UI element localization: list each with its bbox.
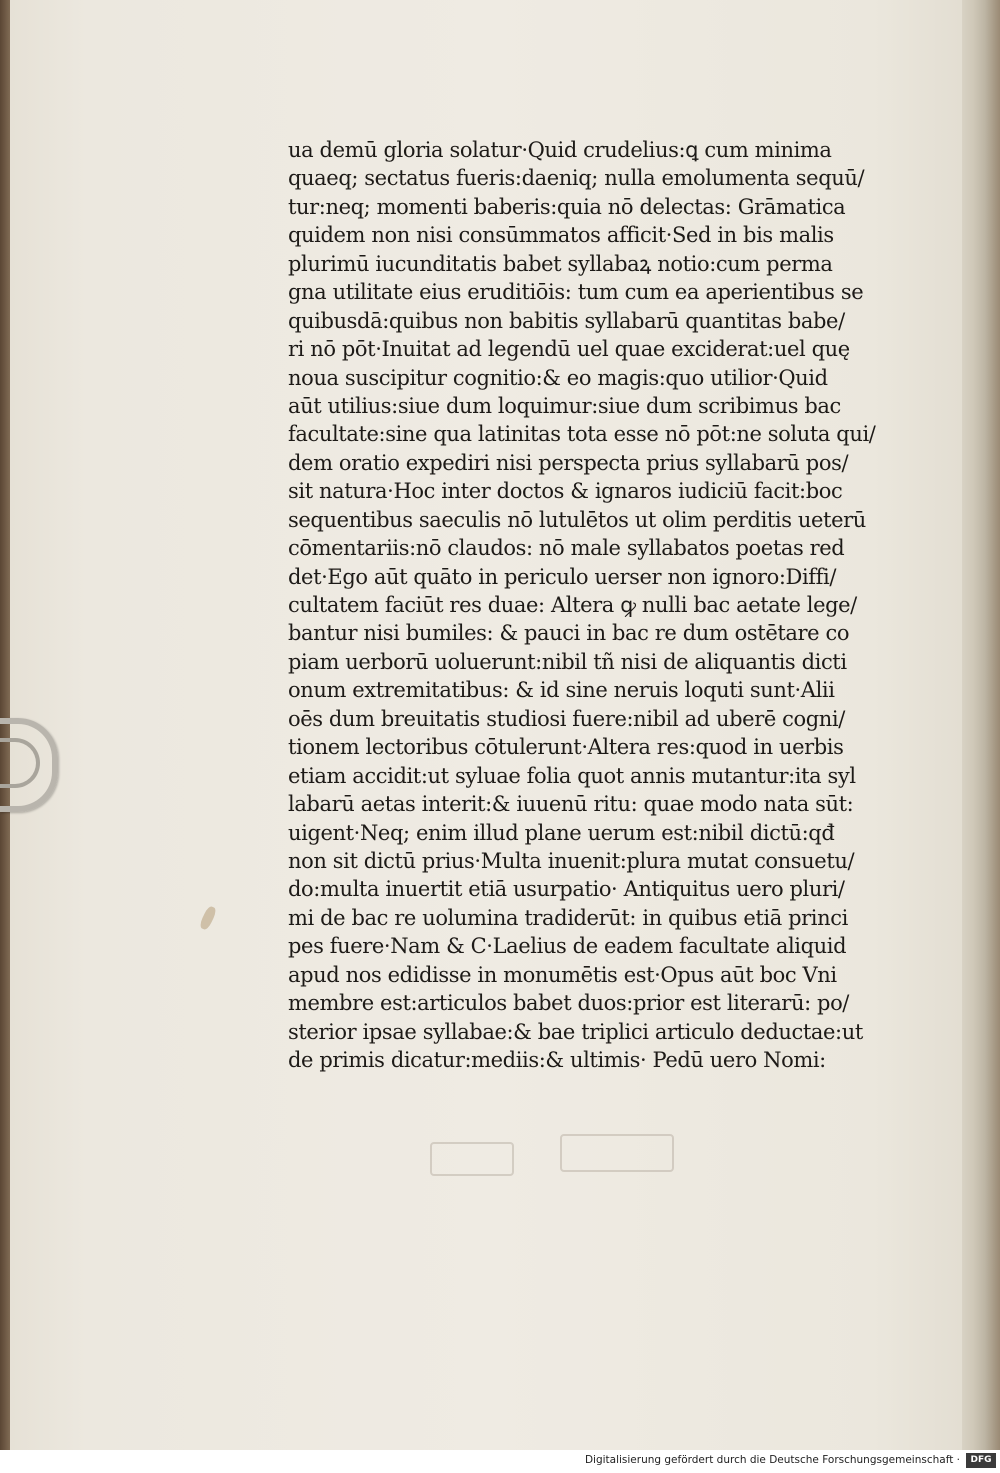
text-line: plurimū iucunditatis babet syllabaꝝ notio:cum perma: [288, 251, 833, 276]
text-line: bantur nisi bumiles: & pauci in bac re dum ostētare co: [288, 621, 850, 646]
binding-board-right: [962, 0, 1000, 1450]
footer-bar: [0, 1450, 1000, 1473]
library-stamp-ghost: [560, 1134, 674, 1172]
text-line: quaeq; sectatus fueris:daeniq; nulla emolumenta sequū/: [288, 166, 865, 191]
text-line: noua suscipitur cognitio:& eo magis:quo utilior·Quid: [288, 365, 828, 390]
text-line: sequentibus saeculis nō lutulētos ut olim perditis ueterū: [288, 507, 866, 532]
text-line: tur:neq; momenti baberis:quia nō delectas: Grāmatica: [288, 194, 846, 219]
text-line: det·Ego aūt quāto in periculo uerser non ignoro:Diffi/: [288, 564, 836, 589]
text-line: de primis dicatur:mediis:& ultimis· Pedū uero Nomi:: [288, 1048, 826, 1072]
text-line: apud nos edidisse in monumētis est·Opus aūt boc Vni: [288, 962, 837, 987]
text-line: do:multa inuertit etiā usurpatio· Antiquitus uero pluri/: [288, 877, 845, 902]
text-line: onum extremitatibus: & id sine neruis loquti sunt·Alii: [288, 678, 835, 703]
text-line: aūt utilius:siue dum loquimur:siue dum scribimus bac: [288, 393, 841, 418]
text-line: uigent·Neq; enim illud plane uerum est:nibil dictū:qđ: [288, 820, 835, 845]
text-line: sterior ipsae syllabae:& bae triplici articulo deductae:ut: [288, 1019, 863, 1044]
text-line: tionem lectoribus cōtulerunt·Altera res:quod in uerbis: [288, 735, 844, 760]
text-line: non sit dictū prius·Multa inuenit:plura mutat consuetu/: [288, 848, 855, 873]
text-line: labarū aetas interit:& iuuenū ritu: quae modo nata sūt:: [288, 792, 854, 817]
printed-text-block: [288, 136, 888, 1074]
text-line: etiam accidit:ut syluae folia quot annis mutantur:ita syl: [288, 763, 856, 788]
text-line: quidem non nisi consūmmatos afficit·Sed in bis malis: [288, 223, 834, 248]
text-line: mi de bac re uolumina tradiderūt: in quibus etiā princi: [288, 905, 848, 930]
text-line: piam uerborū uoluerunt:nibil tñ nisi de aliquantis dicti: [288, 649, 847, 674]
footer-credit: Digitalisierung gefördert durch die Deutsche Forschungsgemeinschaft ·: [584, 1454, 960, 1466]
dfg-logo-icon: DFG: [966, 1453, 996, 1468]
text-line: pes fuere·Nam & C·Laelius de eadem facultate aliquid: [288, 934, 847, 959]
text-line: oēs dum breuitatis studiosi fuere:nibil ad uberē cogni/: [288, 706, 845, 731]
text-line: sit natura·Hoc inter doctos & ignaros iudiciū facit:boc: [288, 479, 843, 504]
text-line: membre est:articulos babet duos:prior est literarū: po/: [288, 991, 849, 1016]
text-line: cōmentariis:nō claudos: nō male syllabatos poetas red: [288, 536, 845, 561]
text-line: ri nō pōt·Inuitat ad legendū uel quae exciderat:uel quę: [288, 337, 850, 362]
text-line: facultate:sine qua latinitas tota esse nō pōt:ne soluta qui/: [288, 422, 876, 447]
text-line: cultatem faciūt res duae: Altera ꝙ nulli bac aetate lege/: [288, 593, 857, 617]
library-stamp-ghost: [430, 1142, 514, 1176]
text-line: dem oratio expediri nisi perspecta prius syllabarū pos/: [288, 450, 849, 475]
text-line: quibusdā:quibus non babitis syllabarū quantitas babe/: [288, 308, 845, 333]
text-line: ua demū gloria solatur·Quid crudelius:ꝗ cum minima: [288, 138, 832, 162]
text-line: gna utilitate eius eruditiōis: tum cum ea aperientibus se: [288, 280, 864, 305]
